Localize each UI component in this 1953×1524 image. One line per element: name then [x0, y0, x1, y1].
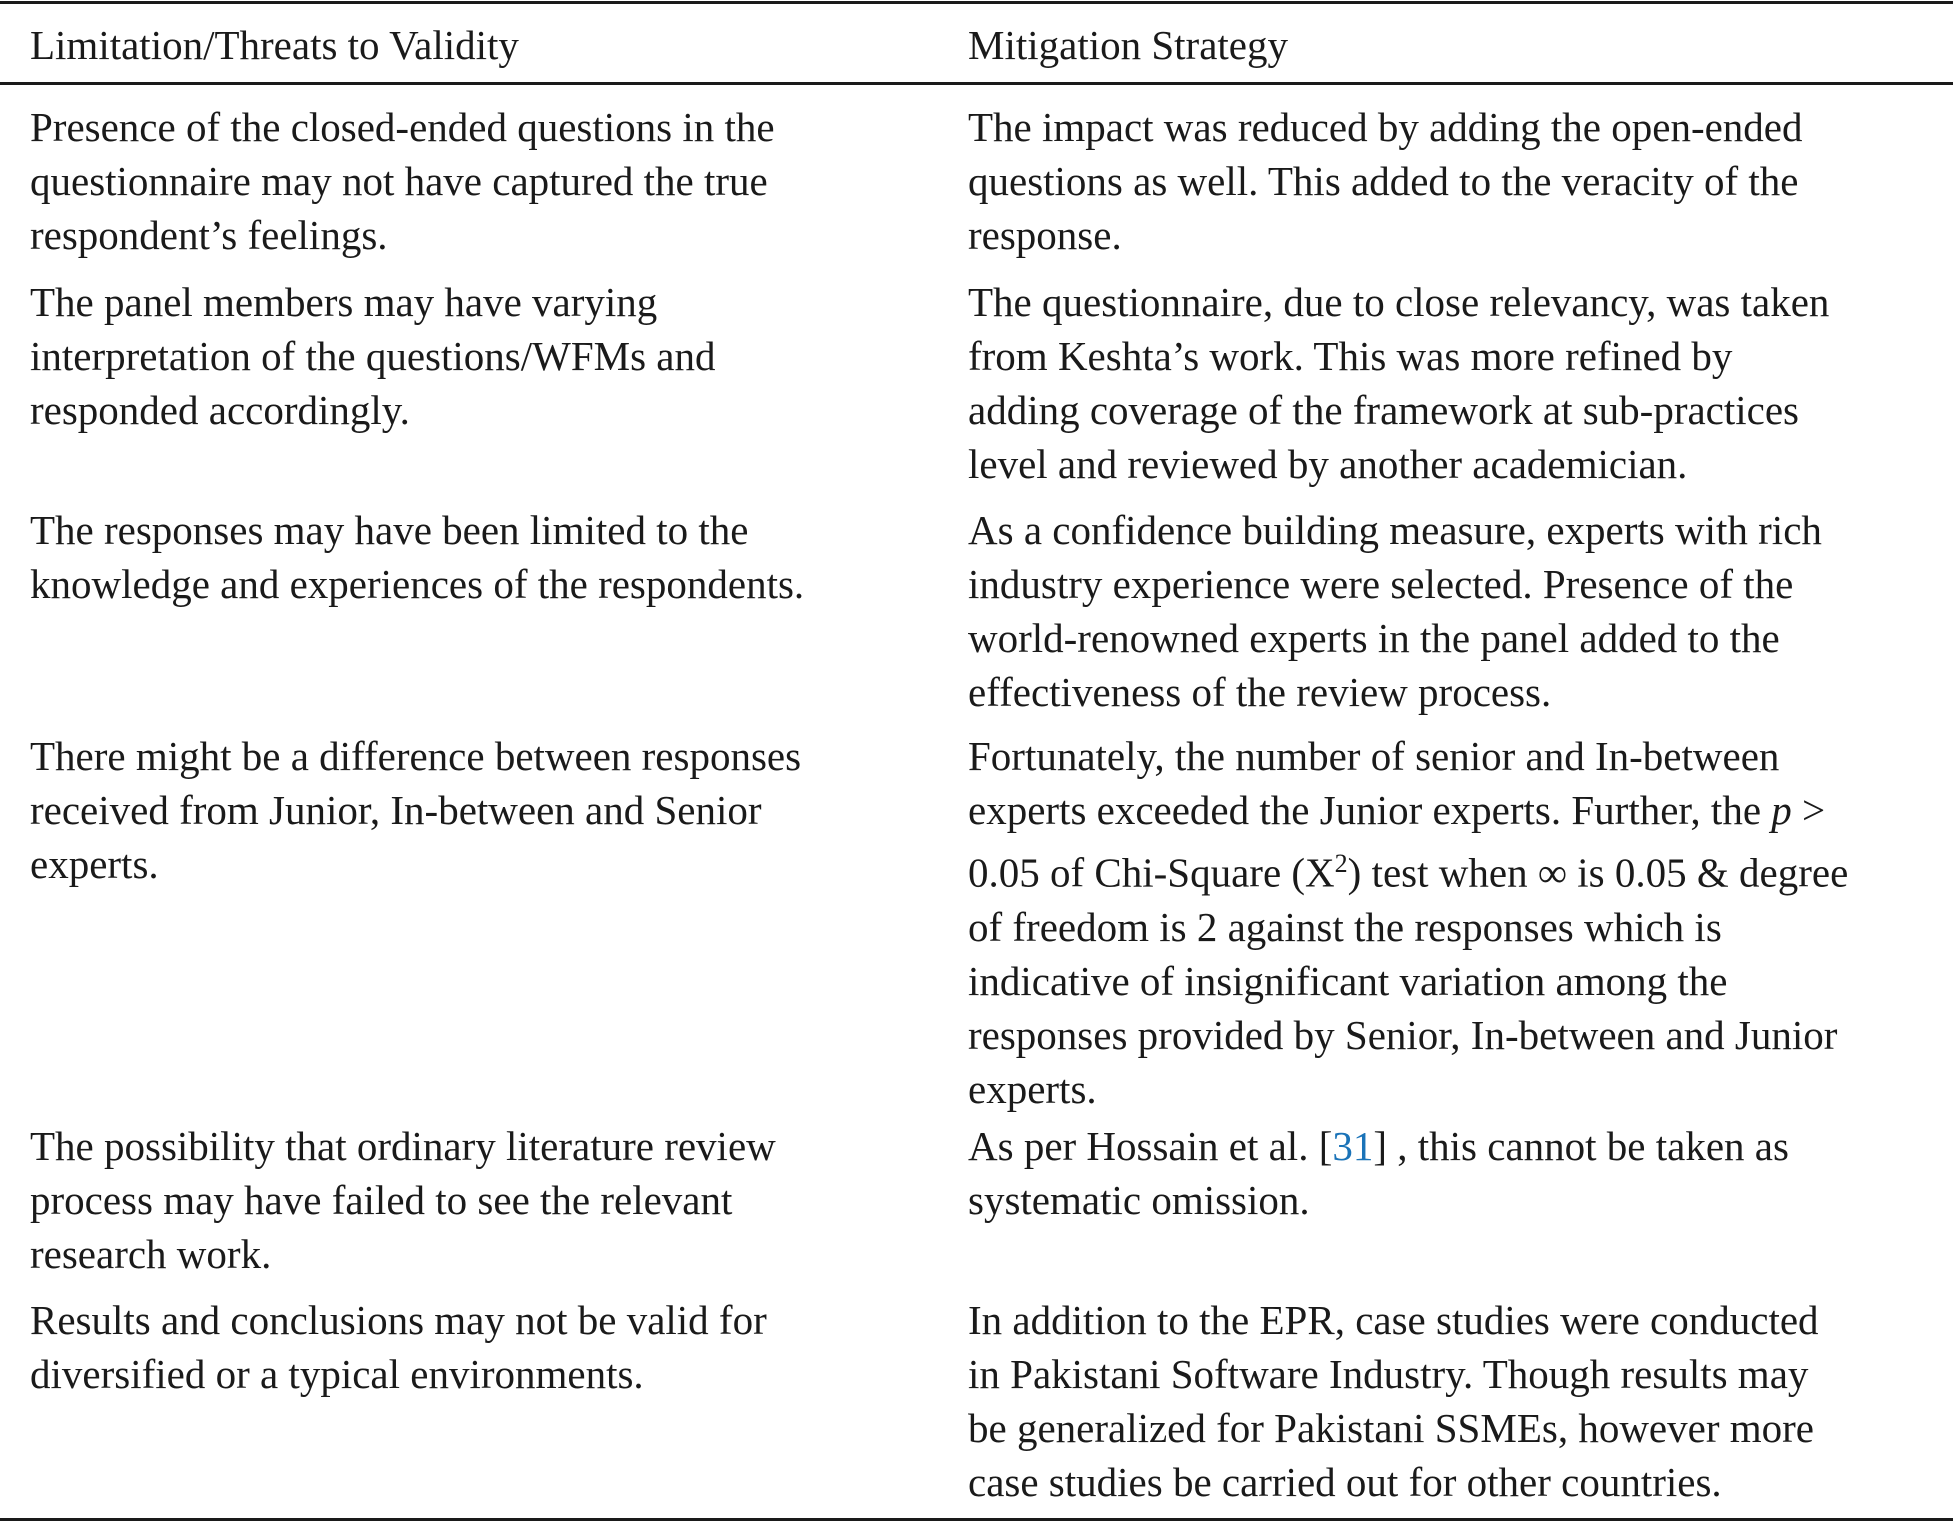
table-cell-line: process may have failed to see the relevant	[30, 1177, 733, 1223]
row-2-mitigation	[968, 275, 1928, 491]
table-cell-line: questions as well. This added to the veracity of the	[968, 158, 1799, 204]
line-text: ] , this cannot be taken as	[1373, 1123, 1789, 1169]
row-3-limitation	[30, 503, 930, 611]
table-cell-line: received from Junior, In-between and Senior	[30, 787, 762, 833]
table-cell-line: The responses may have been limited to the	[30, 507, 749, 553]
table-header-rule	[0, 82, 1953, 85]
line-text: As per Hossain et al. [	[968, 1123, 1333, 1169]
table-cell-line: level and reviewed by another academician.	[968, 441, 1688, 487]
table-cell-line	[968, 783, 1928, 837]
row-5-mitigation	[968, 1119, 1928, 1227]
row-1-mitigation	[968, 100, 1928, 262]
table-cell-line: experts.	[30, 841, 159, 887]
table-cell-line: adding coverage of the framework at sub-practices	[968, 387, 1800, 433]
table-cell-line: world-renowned experts in the panel added to the	[968, 615, 1780, 661]
table-cell-line: effectiveness of the review process.	[968, 669, 1552, 715]
table-cell-line: There might be a difference between responses	[30, 733, 802, 779]
line-text: experts exceeded the Junior experts. Further, the	[968, 787, 1762, 833]
row-6-mitigation	[968, 1293, 1928, 1509]
table-cell-line: systematic omission.	[968, 1177, 1310, 1223]
table-cell-line: The questionnaire, due to close relevancy, was taken	[968, 279, 1830, 325]
table-cell-line: research work.	[30, 1231, 272, 1277]
table-cell-line: industry experience were selected. Presence of the	[968, 561, 1794, 607]
row-5-limitation	[30, 1119, 930, 1281]
table-cell-line: As a confidence building measure, experts with rich	[968, 507, 1822, 553]
table-cell-line: In addition to the EPR, case studies were conducted	[968, 1297, 1819, 1343]
table-cell-line: Results and conclusions may not be valid for	[30, 1297, 767, 1343]
table-cell-line: case studies be carried out for other countries.	[968, 1459, 1722, 1505]
table-cell-line: respondent’s feelings.	[30, 212, 388, 258]
citation-link[interactable]: 31	[1332, 1123, 1374, 1169]
table-cell-line: be generalized for Pakistani SSMEs, however more	[968, 1405, 1814, 1451]
table-cell-line	[968, 1119, 1928, 1173]
table-cell-line: of freedom is 2 against the responses which is	[968, 903, 1722, 950]
table-cell-line: responded accordingly.	[30, 387, 410, 433]
row-2-limitation	[30, 275, 930, 437]
greater-than-symbol: >	[1802, 787, 1826, 833]
row-3-mitigation	[968, 503, 1928, 719]
table-cell-line: experts.	[968, 1065, 1097, 1112]
table-cell-line: responses provided by Senior, In-between and Junior	[968, 1011, 1838, 1058]
table-cell-line: from Keshta’s work. This was more refined by	[968, 333, 1733, 379]
header-limitation: Limitation/Threats to Validity	[30, 22, 519, 68]
p-value-symbol: p	[1771, 787, 1792, 833]
row-1-limitation	[30, 100, 930, 262]
header-mitigation: Mitigation Strategy	[968, 22, 1288, 68]
row-6-limitation	[30, 1293, 930, 1401]
table-cell-line: interpretation of the questions/WFMs and	[30, 333, 716, 379]
row-4-mitigation	[968, 729, 1928, 1116]
table-cell-line	[968, 837, 1928, 900]
table-cell-line: diversified or a typical environments.	[30, 1351, 644, 1397]
table-cell-line: Presence of the closed-ended questions in the	[30, 104, 775, 150]
row-4-limitation	[30, 729, 930, 891]
table-cell-line: The possibility that ordinary literature review	[30, 1123, 776, 1169]
superscript: 2	[1334, 849, 1348, 878]
table-cell-line: in Pakistani Software Industry. Though results may	[968, 1351, 1809, 1397]
table-cell-line: The impact was reduced by adding the open-ended	[968, 104, 1803, 150]
table-bottom-rule	[0, 1518, 1953, 1521]
table-cell-line: questionnaire may not have captured the true	[30, 158, 768, 204]
table-cell-line: response.	[968, 212, 1122, 258]
line-text: 0.05 of Chi-Square (X	[968, 849, 1335, 896]
table-cell-line: knowledge and experiences of the respondents.	[30, 561, 805, 607]
table-cell-line: The panel members may have varying	[30, 279, 658, 325]
line-text: ) test when ∞ is 0.05 & degree	[1347, 849, 1849, 896]
table-cell-line: indicative of insignificant variation among the	[968, 957, 1728, 1004]
table-cell-line: Fortunately, the number of senior and In-between	[968, 733, 1780, 779]
table-top-rule	[0, 1, 1953, 4]
